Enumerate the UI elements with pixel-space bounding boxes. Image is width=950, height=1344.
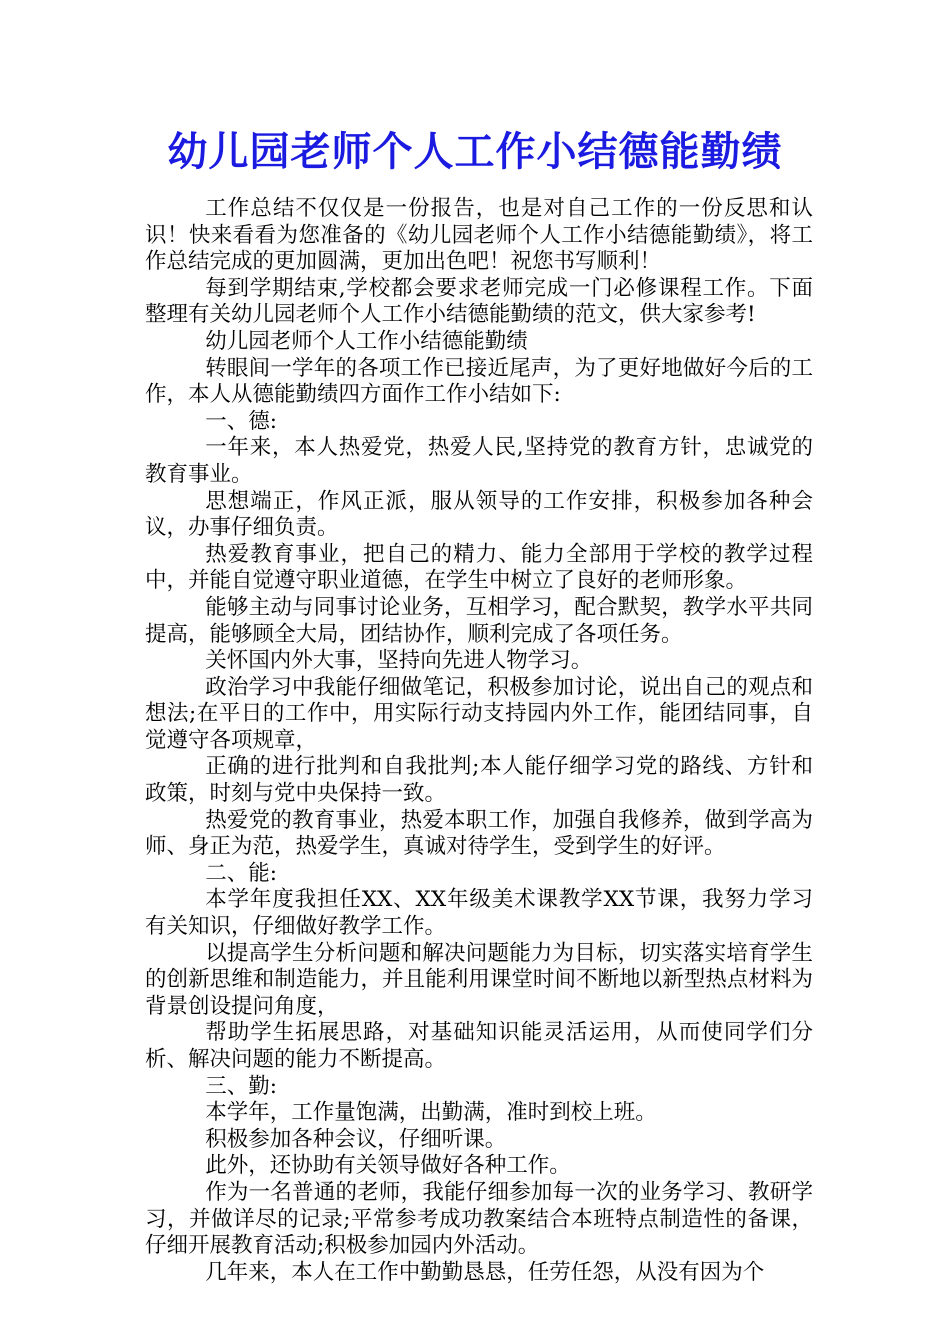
paragraph: 积极参加各种会议，仔细听课。 [205,1126,507,1152]
paragraph: 作为一名普通的老师，我能仔细参加每一次的业务学习、教研学习，并做详尽的记录;平常参考成功教案结合本班特点制造性的备课，仔细开展教育活动;积极参加园内外活动。 [145,1179,813,1259]
paragraph: 帮助学生拓展思路，对基础知识能灵活运用，从而使同学们分析、解决问题的能力不断提高。 [145,1020,813,1072]
paragraph: 工作总结不仅仅是一份报告，也是对自己工作的一份反思和认识！快来看看为您准备的《幼儿园老师个人工作小结德能勤绩》，将工作总结完成的更加圆满，更加出色吧！祝您书写顺利！ [145,196,813,275]
paragraph: 思想端正，作风正派，服从领导的工作安排，积极参加各种会议，办事仔细负责。 [145,488,813,541]
section-heading: 二、能: [205,860,277,886]
paragraph: 转眼间一学年的各项工作已接近尾声，为了更好地做好今后的工作，本人从德能勤绩四方面作工作小结如下: [145,355,813,408]
paragraph: 本学年度我担任XX、XX年级美术课教学XX节课，我努力学习有关知识，仔细做好教学工作。 [145,887,813,940]
paragraph: 能够主动与同事讨论业务，互相学习，配合默契，教学水平共同提高，能够顾全大局，团结协作，顺利完成了各项任务。 [145,594,813,647]
paragraph: 幼儿园老师个人工作小结德能勤绩 [205,328,528,354]
document-title: 幼儿园老师个人工作小结德能勤绩 [167,128,783,175]
paragraph: 此外，还协助有关领导做好各种工作。 [205,1153,571,1179]
section-heading: 一、德: [205,408,277,434]
paragraph: 热爱教育事业，把自己的精力、能力全部用于学校的教学过程中，并能自觉遵守职业道德，在学生中树立了良好的老师形象。 [145,541,813,594]
paragraph: 本学年，工作量饱满，出勤满，准时到校上班。 [205,1100,657,1126]
paragraph: 以提高学生分析问题和解决问题能力为目标，切实落实培育学生的创新思维和制造能力，并且能利用课堂时间不断地以新型热点材料为背景创设提问角度， [145,940,813,1019]
paragraph: 几年来，本人在工作中勤勤恳恳，任劳任怨，从没有因为个 [205,1259,765,1285]
paragraph: 政治学习中我能仔细做笔记，积极参加讨论，说出自己的观点和想法;在平日的工作中，用实际行动支持园内外工作，能团结同事，自觉遵守各项规章， [145,674,813,753]
paragraph: 关怀国内外大事，坚持向先进人物学习。 [205,648,593,674]
paragraph: 热爱党的教育事业，热爱本职工作，加强自我修养，做到学高为师、身正为范，热爱学生，真诚对待学生，受到学生的好评。 [145,807,813,860]
paragraph: 一年来，本人热爱党，热爱人民,坚持党的教育方针，忠诚党的教育事业。 [145,435,813,487]
section-heading: 三、勤: [205,1073,277,1099]
paragraph: 正确的进行批判和自我批判;本人能仔细学习党的路线、方针和政策，时刻与党中央保持一致。 [145,754,813,807]
document-body [145,196,813,1286]
paragraph: 每到学期结束,学校都会要求老师完成一门必修课程工作。下面整理有关幼儿园老师个人工作小结德能勤绩的范文，供大家参考! [145,275,813,328]
